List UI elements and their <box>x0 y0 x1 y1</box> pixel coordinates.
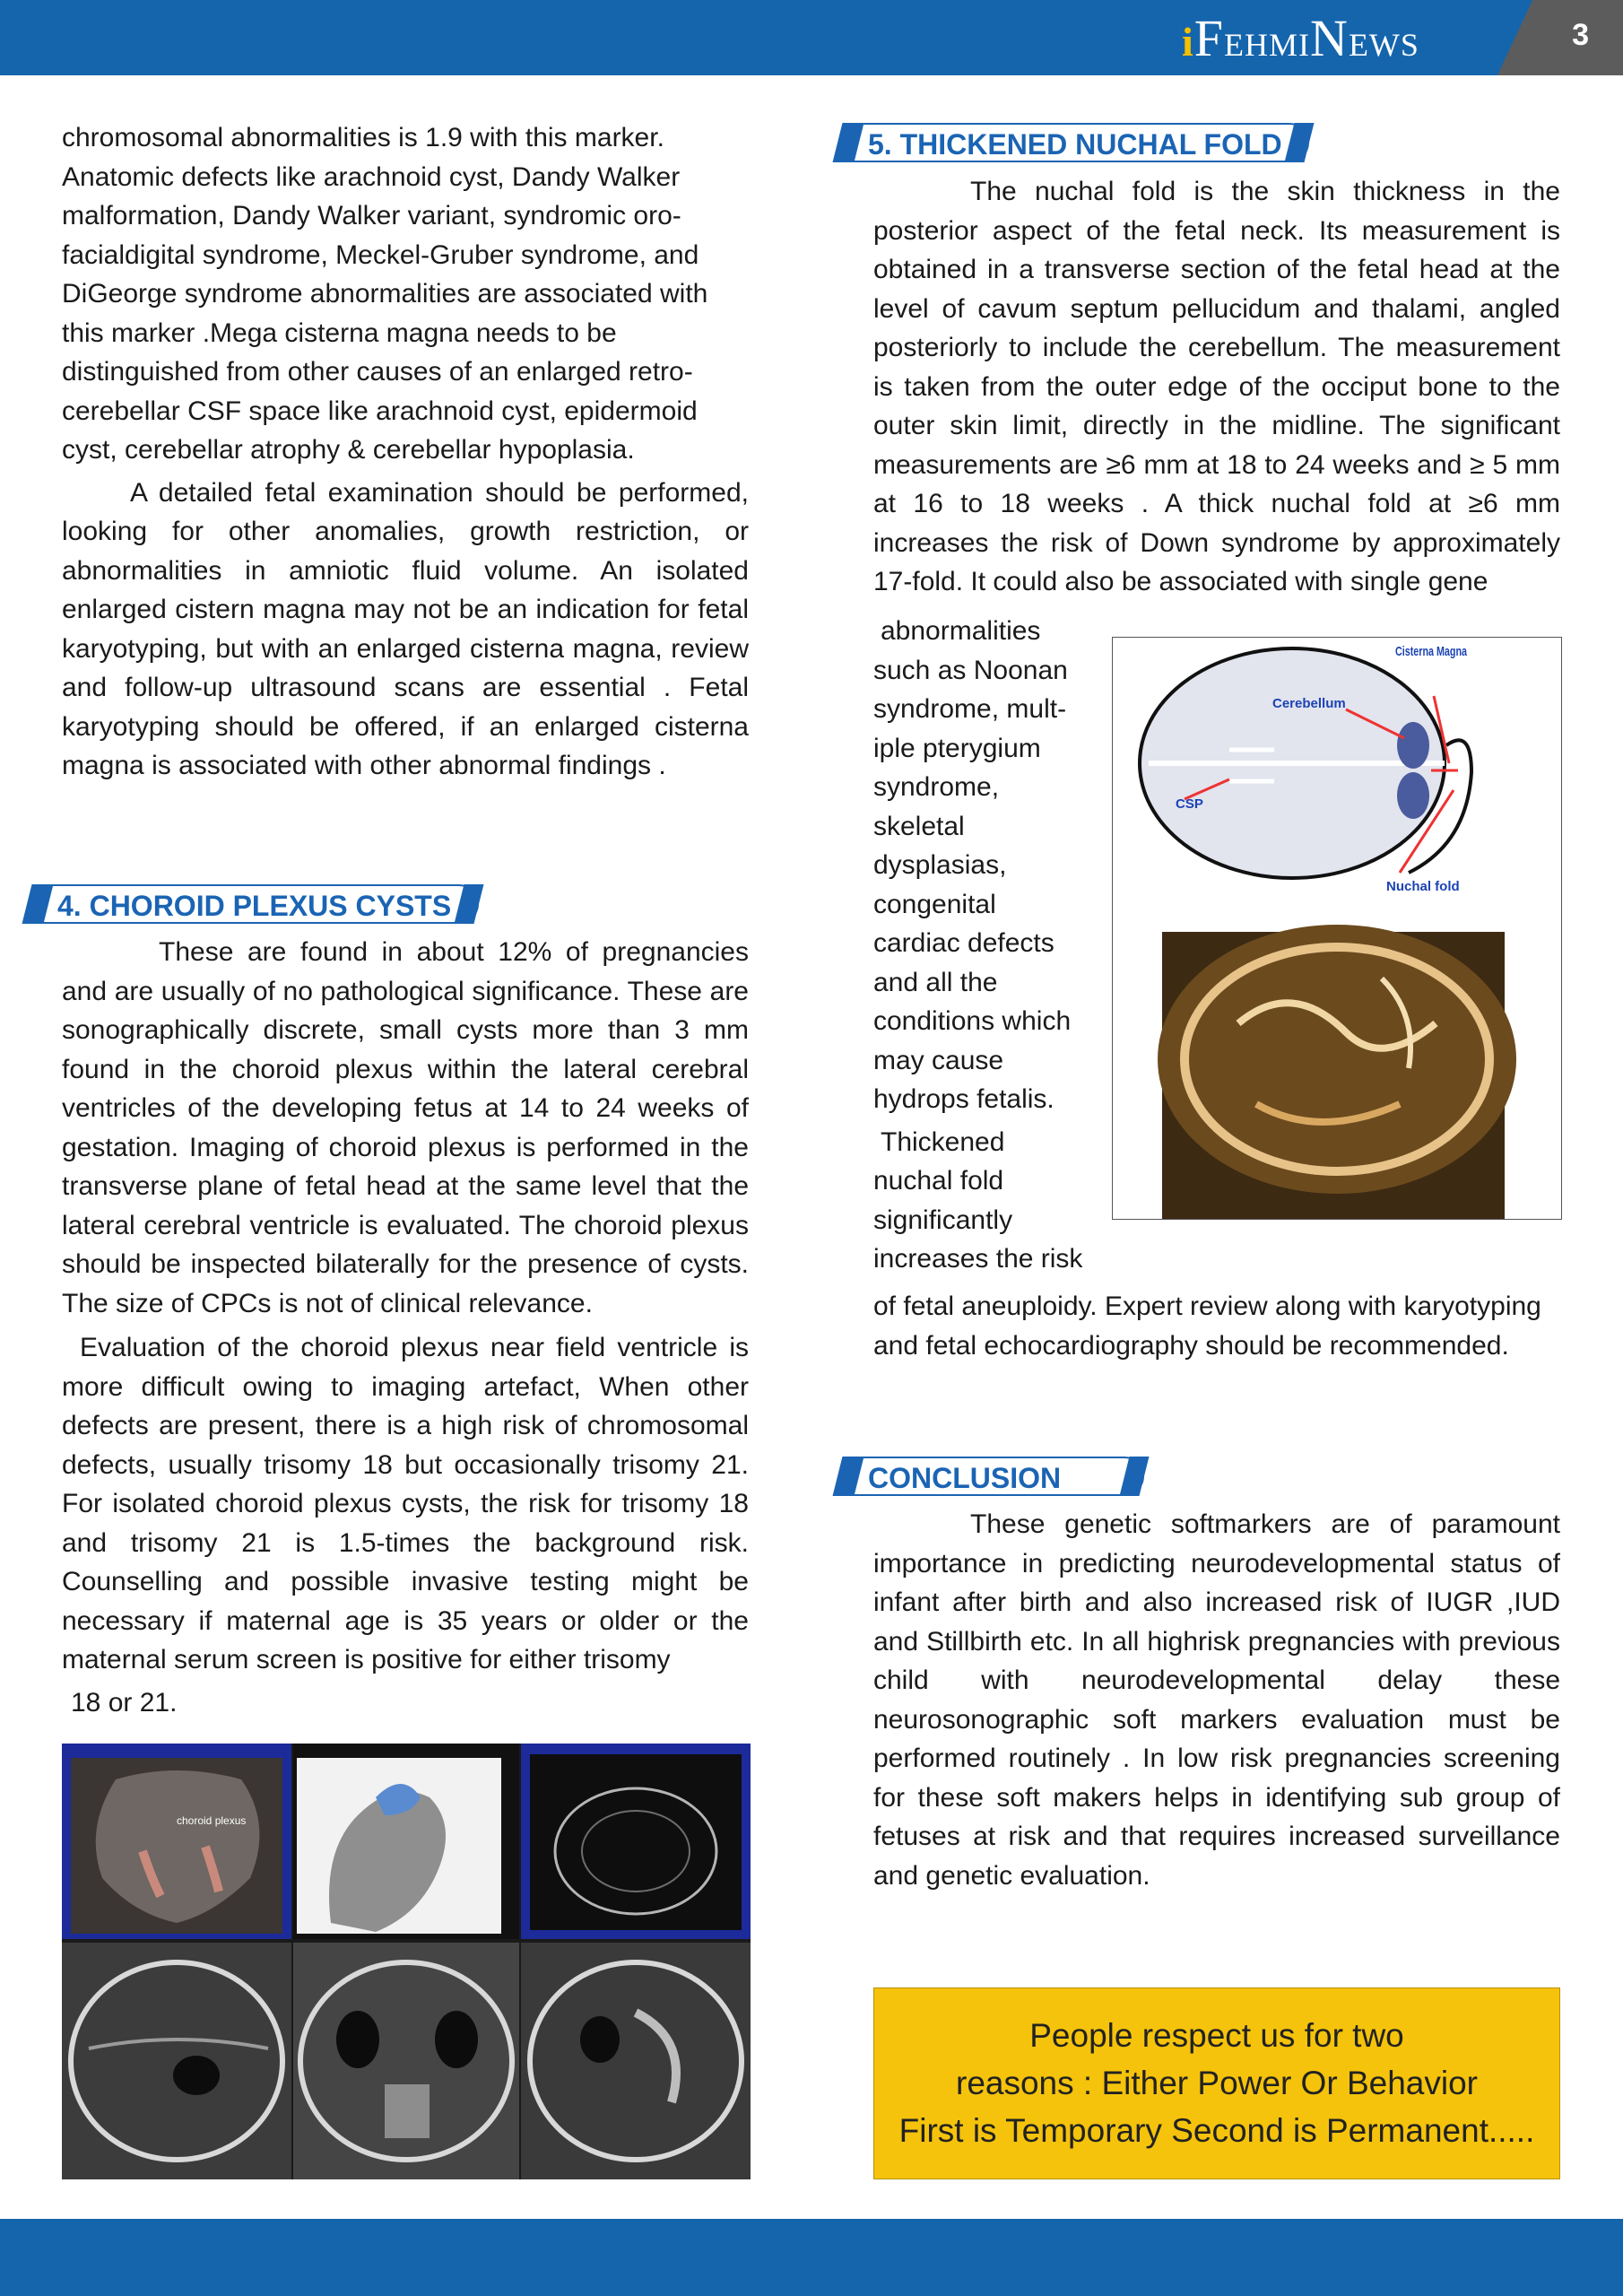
quote-line: reasons : Either Power Or Behavior <box>956 2065 1478 2101</box>
image-label: choroid plexus <box>177 1814 247 1827</box>
wrap-line: Thickened <box>881 1126 1005 1157</box>
wrap-line: nuchal fold <box>873 1166 1004 1196</box>
section-heading-choroid: 4. CHOROID PLEXUS CYSTS <box>32 884 479 924</box>
left-column-top <box>62 118 749 786</box>
diagram-label-cisterna: Cisterna Magna <box>1395 644 1468 659</box>
quote-line: First is Temporary Second is Permanent..... <box>898 2112 1535 2149</box>
paragraph: of fetal aneuploidy. Expert review along with karyotyping and fetal echocardiography should be recommended. <box>873 1292 1541 1361</box>
wrap-line: skeletal <box>873 811 965 841</box>
wrap-line: iple pterygium <box>873 733 1041 763</box>
right-column-para2-rest <box>873 1287 1560 1365</box>
wrap-line: such as Noonan <box>873 655 1068 685</box>
left-column-bottom <box>62 933 749 1722</box>
section-heading-conclusion: CONCLUSION <box>843 1457 1144 1496</box>
wrap-line: increases the risk <box>873 1244 1083 1274</box>
wrap-line: hydrops fetalis. <box>873 1084 1055 1114</box>
footer-bar <box>0 2219 1623 2296</box>
right-column-para1 <box>873 172 1560 602</box>
wrap-text-column <box>873 612 1107 1279</box>
brand-logo: iFEHMINEWS <box>1182 9 1419 67</box>
choroid-plexus-image-grid <box>62 1744 751 2179</box>
right-column-conclusion <box>873 1505 1560 1895</box>
nuchal-fold-figure <box>1112 637 1562 1220</box>
paragraph: 18 or 21. <box>71 1687 178 1718</box>
page-number: 3 <box>1572 18 1589 52</box>
diagram-label-cerebellum: Cerebellum <box>1272 696 1346 711</box>
wrap-line: abnormalities <box>881 616 1041 646</box>
wrap-line: cardiac defects <box>873 928 1055 958</box>
wrap-line: syndrome, <box>873 772 1000 802</box>
paragraph: These genetic softmarkers are of paramount importance in predicting neurodevelopmental status of infant after birth and also increased risk of IUGR ,IUD and Stillbirth etc. In all highrisk pregnancies with previous child with neurodevelopmental delay these neurosonographic soft markers evaluation must be performed routinely . In low risk pregnancies screening for these soft makers helps in identifying sub group of fetuses at risk and that requires increased surveillance and genetic evaluation. <box>873 1509 1560 1891</box>
wrap-line: syndrome, mult- <box>873 694 1067 724</box>
section-heading-nuchal: 5. THICKENED NUCHAL FOLD <box>843 123 1309 162</box>
wrap-line: dysplasias, <box>873 850 1007 880</box>
wrap-line: may cause <box>873 1045 1004 1075</box>
paragraph: chromosomal abnormalities is 1.9 with this marker. Anatomic defects like arachnoid cyst, Dandy Walker malformation, Dandy Walker variant, syndromic oro-facialdigital syndrome, Meckel-Gruber syndrome, and DiGeorge syndrome abnormalities are associated with this marker .Mega cisterna magna needs to be distinguished from other causes of an enlarged retro-cerebellar CSF space like arachnoid cyst, epidermoid cyst, cerebellar atrophy & cerebellar hypoplasia. <box>62 123 708 465</box>
quote-box <box>873 1987 1560 2179</box>
paragraph: These are found in about 12% of pregnancies and are usually of no pathological significance. These are sonographically discrete, small cysts more than 3 mm found in the choroid plexus within the lateral cerebral ventricles of the developing fetus at 14 to 24 weeks of gestation. Imaging of choroid plexus is performed in the transverse plane of fetal head at the same level that the lateral cerebral ventricle is evaluated. The choroid plexus should be inspected bilaterally for the presence of cysts. The size of CPCs is not of clinical relevance. <box>62 937 749 1318</box>
wrap-line: significantly <box>873 1205 1013 1235</box>
diagram-label-nuchal: Nuchal fold <box>1386 879 1460 894</box>
wrap-line: congenital <box>873 889 996 919</box>
wrap-line: conditions which <box>873 1006 1072 1036</box>
wrap-line: and all the <box>873 967 998 997</box>
paragraph: Evaluation of the choroid plexus near field ventricle is more difficult owing to imaging artefact, When other defects are present, there is a high risk of chromosomal defects, usually trisomy 18 but occasionally trisomy 21. For isolated choroid plexus cysts, the risk for trisomy 18 and trisomy 21 is 1.5-times the background risk. Counselling and possible invasive testing might be necessary if maternal age is 35 years or older or the maternal serum screen is positive for either trisomy <box>62 1333 749 1674</box>
paragraph: The nuchal fold is the skin thickness in the posterior aspect of the fetal neck. Its measurement is obtained in a transverse section of the fetal head at the level of cavum septum pellucidum and thalami, angled posteriorly to include the cerebellum. The measurement is taken from the outer edge of the occiput bone to the outer skin limit, directly in the midline. The significant measurements are ≥6 mm at 18 to 24 weeks and ≥ 5 mm at 16 to 18 weeks . A thick nuchal fold at ≥6 mm increases the risk of Down syndrome by approximately 17-fold. It could also be associated with single gene <box>873 177 1560 596</box>
quote-line: People respect us for two <box>1029 2017 1404 2054</box>
diagram-label-csp: CSP <box>1176 796 1203 812</box>
paragraph: A detailed fetal examination should be performed, looking for other anomalies, growth restriction, or abnormalities in amniotic fluid volume. An isolated enlarged cistern magna may not be an indication for fetal karyotyping, but with an enlarged cisterna magna, review and follow-up ultrasound scans are essential . Fetal karyotyping should be offered, if an enlarged cisterna magna is associated with other abnormal findings . <box>62 477 749 780</box>
